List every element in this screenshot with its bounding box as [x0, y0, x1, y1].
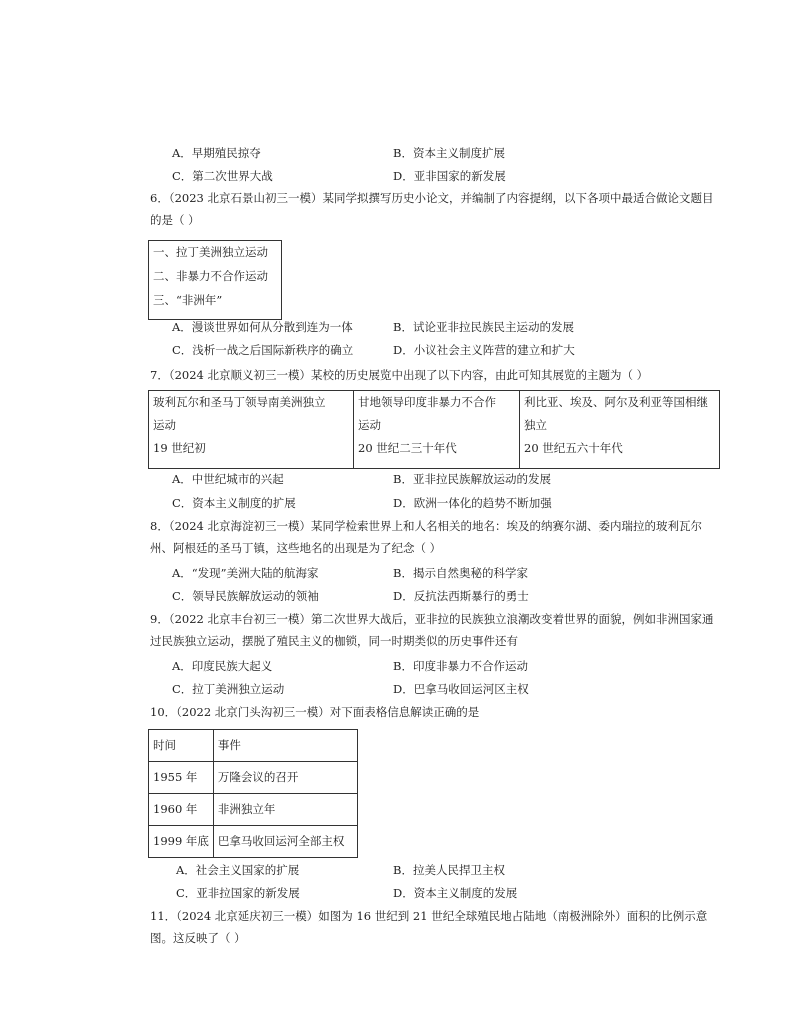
q9-option-d[interactable]: D．巴拿马收回运河区主权 — [393, 682, 529, 696]
q9-option-c[interactable]: C．拉丁美洲独立运动 — [172, 682, 285, 696]
q10-option-a[interactable]: A．社会主义国家的扩展 — [176, 863, 300, 877]
q10-row2-event: 非洲独立年 — [213, 794, 357, 826]
q7-cell-3-line1: 利比亚、埃及、阿尔及利亚等国相继 — [524, 395, 708, 409]
table-header-row — [149, 730, 358, 762]
table-row — [149, 826, 358, 858]
q9-stem: 9．（2022 北京丰台初三一模）第二次世界大战后，亚非拉的民族独立浪潮改变着世界的面貌，例如非洲国家通过民族独立运动，摆脱了殖民主义的枷锁，同一时期类似的历史事件还有 — [150, 612, 714, 648]
q8-option-c[interactable]: C．领导民族解放运动的领袖 — [172, 589, 319, 603]
q7-cell-2-line3: 20 世纪二三十年代 — [358, 441, 457, 455]
q10-table — [148, 729, 358, 858]
q10-option-d[interactable]: D．资本主义制度的发展 — [393, 886, 518, 900]
q7-option-b[interactable]: B．亚非拉民族解放运动的发展 — [393, 472, 551, 486]
q7-cell-3-line2: 独立 — [524, 418, 547, 432]
q6-option-b[interactable]: B．试论亚非拉民族民主运动的发展 — [393, 320, 574, 334]
q7-cell-2-line2: 运动 — [358, 418, 381, 432]
q7-stem: 7．（2024 北京顺义初三一模）某校的历史展览中出现了以下内容，由此可知其展览的主题为（ ） — [150, 368, 649, 382]
q5-option-d[interactable]: D．亚非国家的新发展 — [393, 169, 506, 183]
q7-cell-1-line3: 19 世纪初 — [153, 441, 206, 455]
q10-row3-time: 1999 年底 — [149, 826, 214, 858]
q9-option-b[interactable]: B．印度非暴力不合作运动 — [393, 659, 528, 673]
q6-outline-box — [148, 240, 282, 320]
q10-header-time: 时间 — [149, 730, 214, 762]
q9-option-a[interactable]: A．印度民族大起义 — [172, 659, 273, 673]
q6-stem: 6．（2023 北京石景山初三一模）某同学拟撰写历史小论文，并编制了内容提纲，以下各项中最适合做论文题目的是（ ） — [150, 191, 714, 227]
q7-cell-1-line2: 运动 — [153, 418, 176, 432]
q8-option-b[interactable]: B．揭示自然奥秘的科学家 — [393, 566, 528, 580]
q7-option-d[interactable]: D．欧洲一体化的趋势不断加强 — [393, 496, 552, 510]
q6-option-d[interactable]: D．小议社会主义阵营的建立和扩大 — [393, 343, 575, 357]
q10-row2-time: 1960 年 — [149, 794, 214, 826]
q8-option-a[interactable]: A．“发现”美洲大陆的航海家 — [172, 566, 319, 580]
q7-cell-1-line1: 玻利瓦尔和圣马丁领导南美洲独立 — [153, 395, 326, 409]
q5-option-a[interactable]: A．早期殖民掠夺 — [172, 146, 261, 160]
q6-outline-item-3: 三、“非洲年” — [153, 293, 223, 307]
q7-option-a[interactable]: A．中世纪城市的兴起 — [172, 472, 284, 486]
q7-cell-3-line3: 20 世纪五六十年代 — [524, 441, 623, 455]
q8-stem: 8．（2024 北京海淀初三一模）某同学检索世界上和人名相关的地名：埃及的纳赛尔湖、委内瑞拉的玻利瓦尔州、阿根廷的圣马丁镇，这些地名的出现是为了纪念（ ） — [150, 519, 702, 555]
q6-option-a[interactable]: A．漫谈世界如何从分散到连为一体 — [172, 320, 353, 334]
q10-row1-time: 1955 年 — [149, 762, 214, 794]
q5-option-c[interactable]: C．第二次世界大战 — [172, 169, 273, 183]
q6-outline-item-1: 一、拉丁美洲独立运动 — [153, 245, 268, 259]
q7-table — [148, 390, 720, 469]
q7-table-cell — [149, 391, 354, 469]
q6-option-c[interactable]: C．浅析一战之后国际新秩序的确立 — [172, 343, 354, 357]
table-row — [149, 794, 358, 826]
q10-option-b[interactable]: B．拉美人民捍卫主权 — [393, 863, 505, 877]
q10-row1-event: 万隆会议的召开 — [213, 762, 357, 794]
q8-option-d[interactable]: D．反抗法西斯暴行的勇士 — [393, 589, 529, 603]
q10-option-c[interactable]: C．亚非拉国家的新发展 — [176, 886, 300, 900]
q6-outline-item-2: 二、非暴力不合作运动 — [153, 269, 268, 283]
table-row — [149, 762, 358, 794]
q11-stem: 11．（2024 北京延庆初三一模）如图为 16 世纪到 21 世纪全球殖民地占陆地（南极洲除外）面积的比例示意图。这反映了（ ） — [150, 909, 708, 945]
q10-header-event: 事件 — [213, 730, 357, 762]
q7-table-cell — [354, 391, 520, 469]
q10-stem: 10．（2022 北京门头沟初三一模）对下面表格信息解读正确的是 — [150, 705, 480, 719]
q10-row3-event: 巴拿马收回运河全部主权 — [213, 826, 357, 858]
q7-cell-2-line1: 甘地领导印度非暴力不合作 — [358, 395, 496, 409]
q7-option-c[interactable]: C．资本主义制度的扩展 — [172, 496, 296, 510]
q5-option-b[interactable]: B．资本主义制度扩展 — [393, 146, 505, 160]
q7-table-cell — [520, 391, 720, 469]
